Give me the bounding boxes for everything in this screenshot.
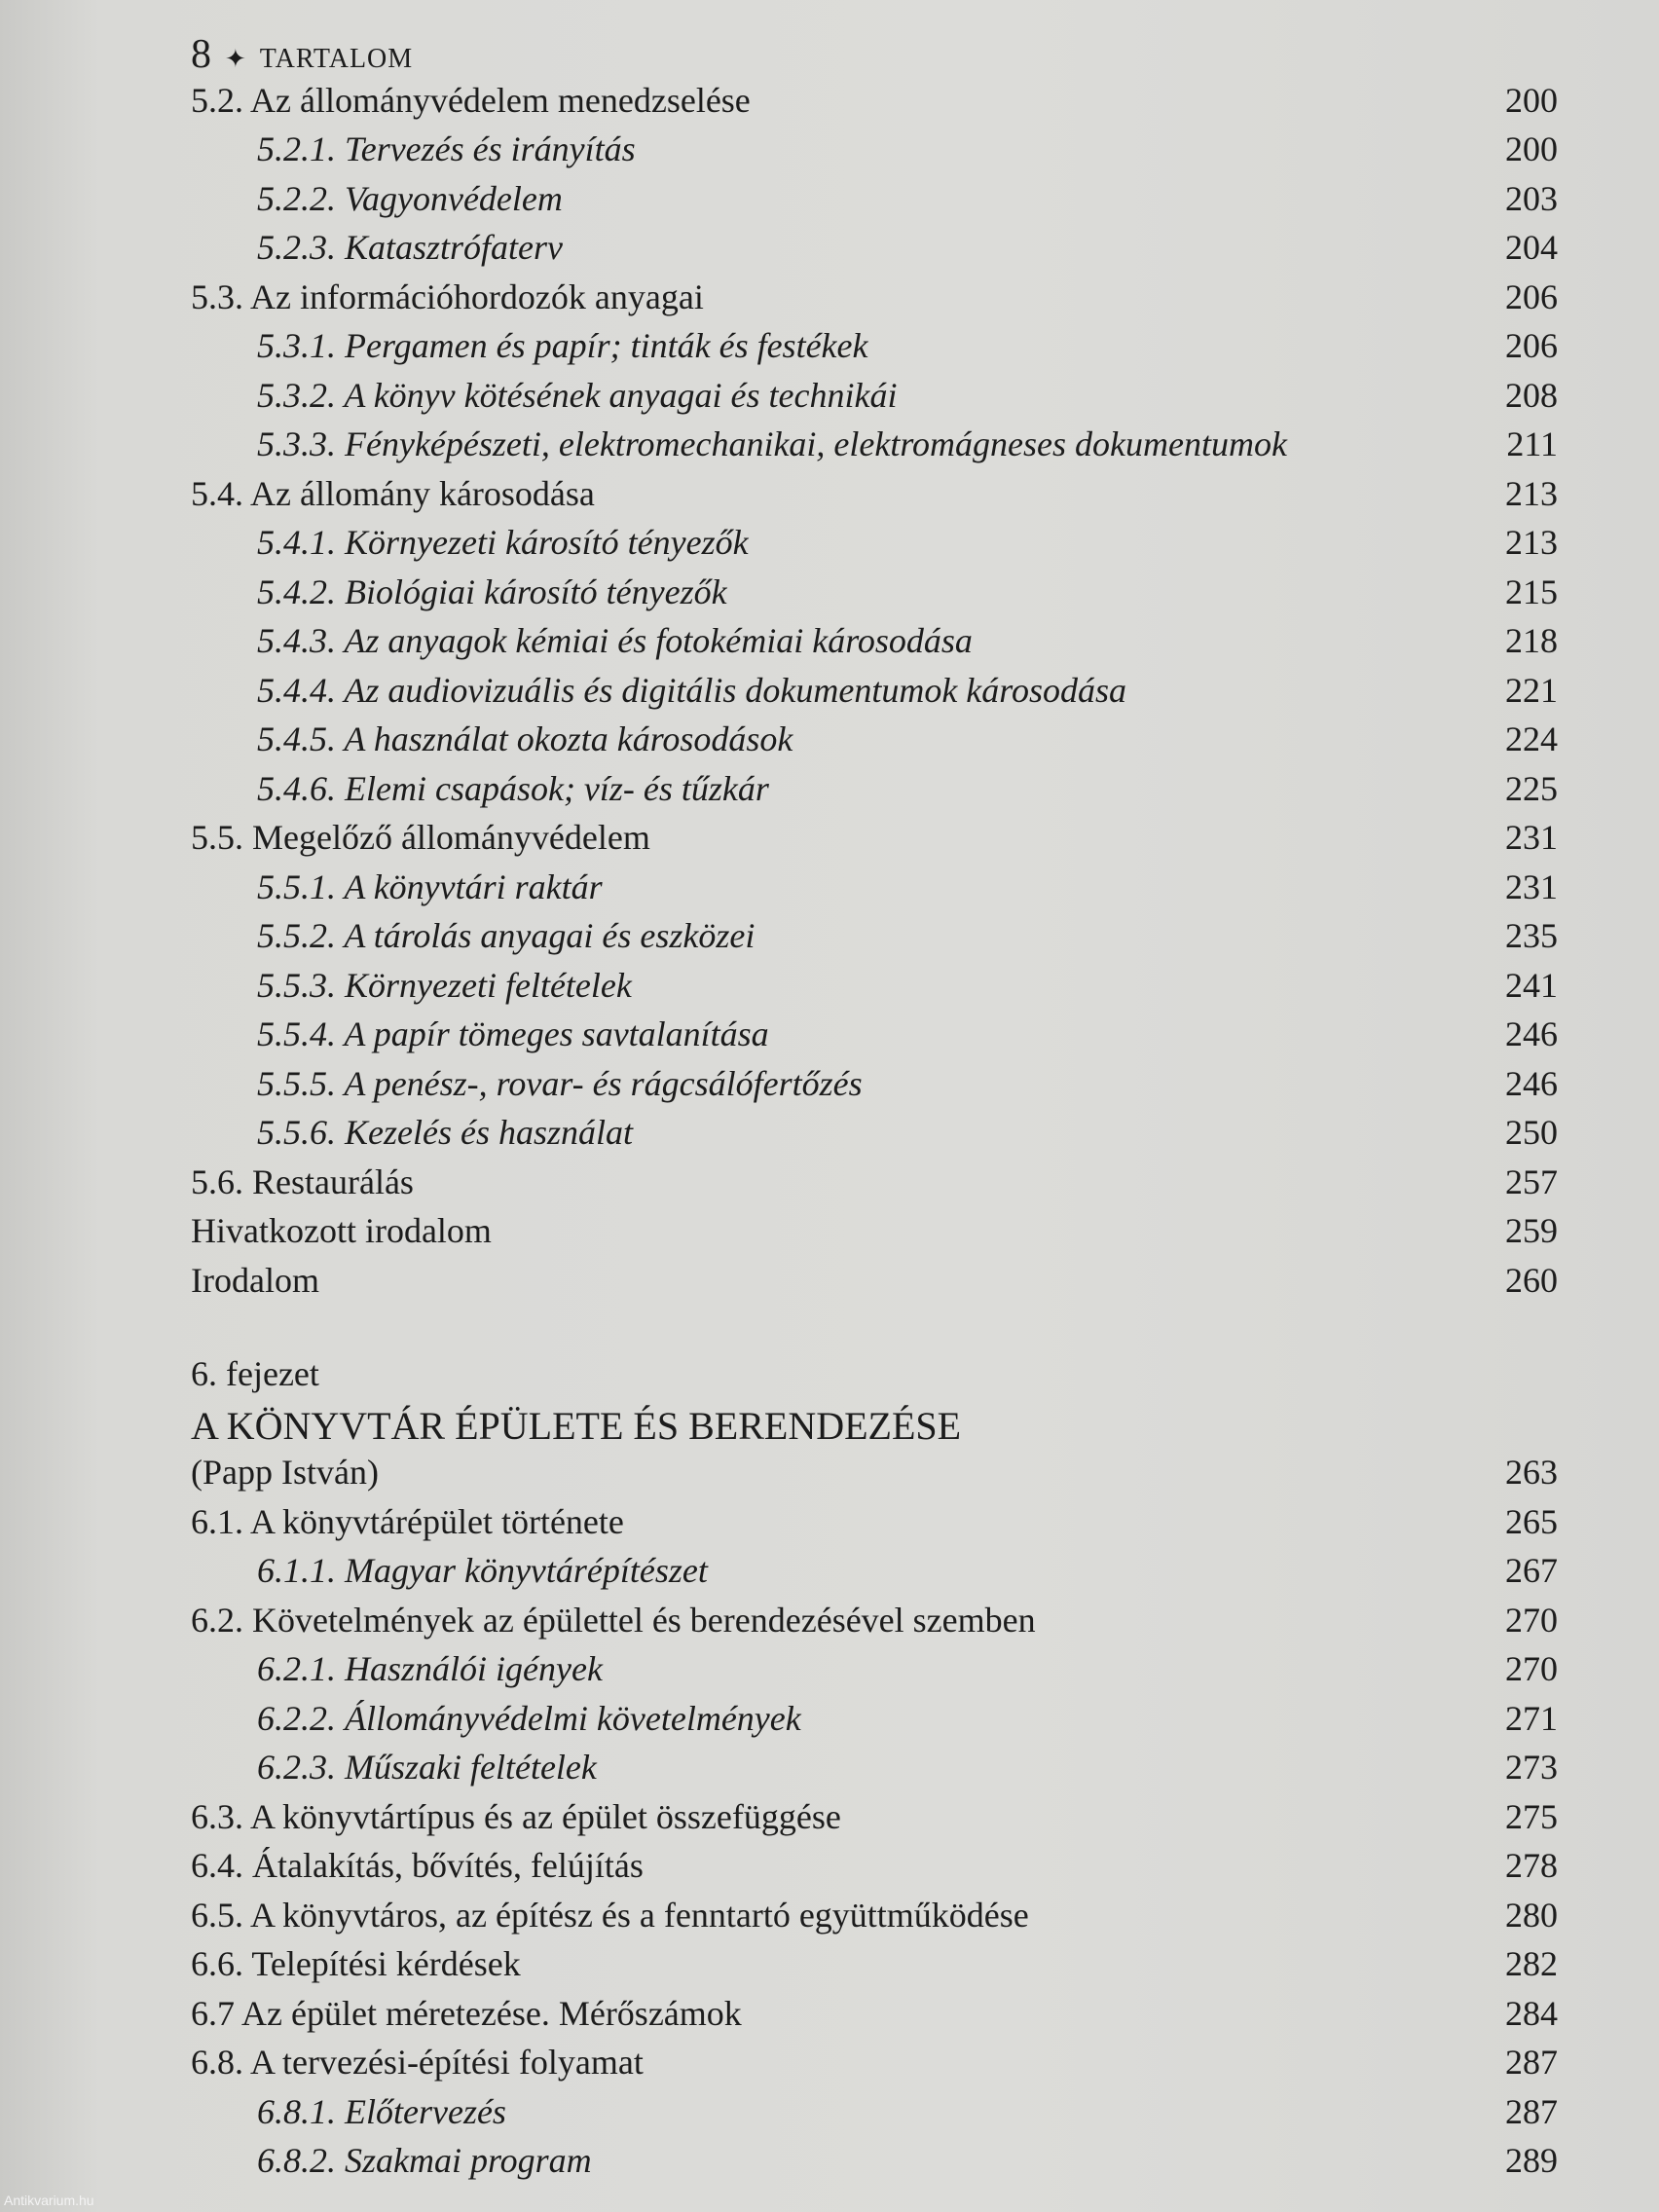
- toc-entry: [0, 965, 1659, 1014]
- toc-entry: [0, 178, 1659, 227]
- toc-entry: [0, 1895, 1659, 1943]
- toc-entry: [0, 424, 1659, 472]
- toc-entry-page: 284: [1505, 1994, 1558, 2033]
- toc-entry: [0, 375, 1659, 424]
- toc-entry-title: 6.7 Az épület méretezése. Mérőszámok: [191, 1994, 742, 2033]
- toc-entry-title: 5.3.1. Pergamen és papír; tinták és festékek: [257, 326, 868, 365]
- toc-entry: [0, 227, 1659, 276]
- toc-entry-page: 275: [1505, 1797, 1558, 1836]
- toc-entry: [0, 1600, 1659, 1648]
- toc-entry: [0, 1993, 1659, 2042]
- toc-entry-title: 6.2. Követelmények az épülettel és berendezésével szemben: [191, 1601, 1036, 1640]
- toc-entry-title: 5.4.5. A használat okozta károsodások: [257, 719, 793, 758]
- toc-entry: [0, 276, 1659, 325]
- toc-entry: [0, 1063, 1659, 1112]
- toc-entry-page: 263: [1505, 1453, 1558, 1492]
- toc-entry-title: 5.5.4. A papír tömeges savtalanítása: [257, 1014, 769, 1053]
- toc-entry-title: 5.4.1. Környezeti károsító tényezők: [257, 523, 749, 562]
- toc-entry: [0, 1747, 1659, 1795]
- toc-entry-page: 260: [1505, 1261, 1558, 1300]
- toc-entry-title: 6.8.2. Szakmai program: [257, 2141, 592, 2180]
- toc-entry: [0, 1698, 1659, 1747]
- toc-entry: [0, 719, 1659, 767]
- toc-entry-page: 270: [1505, 1601, 1558, 1640]
- toc-entry-title: 5.5.3. Környezeti feltételek: [257, 966, 632, 1005]
- toc-entry-page: 282: [1505, 1944, 1558, 1983]
- watermark: Antikvarium.hu: [4, 2193, 94, 2208]
- toc-entry-page: 224: [1505, 719, 1558, 758]
- toc-entry-title: 5.3.3. Fényképészeti, elektromechanikai, elektromágneses dokumentumok: [257, 424, 1287, 463]
- toc-entry: [0, 817, 1659, 866]
- toc-entry-page: 231: [1505, 867, 1558, 906]
- toc-entry-page: 250: [1505, 1113, 1558, 1152]
- toc-entry-title: 6.1.1. Magyar könyvtárépítészet: [257, 1551, 708, 1590]
- toc-entry-title: 6.6. Telepítési kérdések: [191, 1944, 521, 1983]
- toc-entry: [0, 1112, 1659, 1161]
- toc-entry: [0, 1210, 1659, 1259]
- chapter-number: 6. fejezet: [191, 1354, 319, 1393]
- toc-entry-title: 5.6. Restaurálás: [191, 1162, 414, 1201]
- toc-entry-page: 287: [1505, 2043, 1558, 2082]
- toc-entry: [0, 915, 1659, 964]
- toc-entry: [0, 1014, 1659, 1062]
- toc-entry-page: 215: [1505, 572, 1558, 611]
- toc-entry-page: 265: [1505, 1502, 1558, 1541]
- toc-entry-page: 225: [1505, 769, 1558, 808]
- toc-entry-page: 287: [1505, 2092, 1558, 2131]
- toc-entry-page: 200: [1505, 81, 1558, 120]
- toc-entry-title: 6.2.1. Használói igények: [257, 1649, 603, 1688]
- toc-entry-page: 246: [1505, 1064, 1558, 1103]
- toc-entry-page: 218: [1505, 621, 1558, 660]
- toc-entry-page: 206: [1505, 277, 1558, 316]
- toc-entry-title: 5.4.3. Az anyagok kémiai és fotokémiai károsodása: [257, 621, 973, 660]
- toc-entry-title: Irodalom: [191, 1261, 319, 1300]
- toc-entry-page: 200: [1505, 129, 1558, 168]
- toc-entry-title: 5.4.2. Biológiai károsító tényezők: [257, 572, 727, 611]
- toc-entry: [0, 1796, 1659, 1845]
- toc-entry: [0, 1648, 1659, 1697]
- toc-entry-page: 221: [1505, 671, 1558, 710]
- toc-entry: [0, 1550, 1659, 1599]
- toc-entry: [0, 2042, 1659, 2090]
- toc-entry-page: 204: [1505, 228, 1558, 267]
- chapter-author: (Papp István): [191, 1453, 379, 1492]
- toc-entry: [0, 80, 1659, 129]
- toc-entry-page: 289: [1505, 2141, 1558, 2180]
- toc-entry-title: 5.5.2. A tárolás anyagai és eszközei: [257, 916, 756, 955]
- chapter-title: A KÖNYVTÁR ÉPÜLETE ÉS BERENDEZÉSE: [191, 1404, 962, 1448]
- star-separator-icon: ✦: [225, 45, 246, 73]
- toc-entry-page: 211: [1506, 424, 1558, 463]
- toc-entry-title: Hivatkozott irodalom: [191, 1211, 492, 1250]
- toc-entry: [0, 866, 1659, 915]
- toc-entry-title: 5.4.6. Elemi csapások; víz- és tűzkár: [257, 769, 769, 808]
- toc-entry: [0, 1943, 1659, 1992]
- toc-entry-page: 213: [1505, 474, 1558, 513]
- toc-entry-page: 246: [1505, 1014, 1558, 1053]
- toc-entry-title: 5.3. Az információhordozók anyagai: [191, 277, 704, 316]
- toc-entry-title: 5.2. Az állományvédelem menedzselése: [191, 81, 751, 120]
- toc-entry-title: 5.4.4. Az audiovizuális és digitális dokumentumok károsodása: [257, 671, 1126, 710]
- toc-entry-title: 6.4. Átalakítás, bővítés, felújítás: [191, 1846, 644, 1885]
- toc-entry: [0, 1260, 1659, 1309]
- toc-entry-title: 6.2.3. Műszaki feltételek: [257, 1748, 597, 1787]
- toc-entry-title: 6.2.2. Állományvédelmi követelmények: [257, 1699, 801, 1738]
- toc-entry-page: 257: [1505, 1162, 1558, 1201]
- toc-entry-title: 5.5.1. A könyvtári raktár: [257, 867, 603, 906]
- toc-entry-title: 5.5.5. A penész-, rovar- és rágcsálófertőzés: [257, 1064, 863, 1103]
- toc-entry: [0, 1501, 1659, 1550]
- toc-entry: [0, 571, 1659, 620]
- page-number: 8: [191, 32, 211, 77]
- toc-entry: [0, 670, 1659, 719]
- toc-entry-title: 5.5. Megelőző állományvédelem: [191, 818, 650, 857]
- toc-entry-page: 267: [1505, 1551, 1558, 1590]
- toc-entry: [0, 2091, 1659, 2140]
- toc-entry-page: 259: [1505, 1211, 1558, 1250]
- toc-entry: [0, 129, 1659, 177]
- toc-entry-page: 280: [1505, 1896, 1558, 1935]
- toc-entry: [0, 768, 1659, 817]
- toc-entry-title: 5.4. Az állomány károsodása: [191, 474, 595, 513]
- toc-entry-page: 273: [1505, 1748, 1558, 1787]
- toc-entry-title: 5.2.3. Katasztrófaterv: [257, 228, 564, 267]
- toc-entry: [0, 620, 1659, 669]
- toc-entry-page: 278: [1505, 1846, 1558, 1885]
- chapter-heading: [0, 1403, 1659, 1452]
- toc-entry: [0, 2140, 1659, 2189]
- toc-entry: [0, 1161, 1659, 1210]
- toc-entry-page: 206: [1505, 326, 1558, 365]
- chapter-label: [0, 1353, 1659, 1402]
- toc-entry: [0, 1452, 1659, 1500]
- toc-entry-page: 270: [1505, 1649, 1558, 1688]
- toc-entry-title: 5.2.1. Tervezés és irányítás: [257, 129, 636, 168]
- toc-entry-page: 231: [1505, 818, 1558, 857]
- toc-entry-title: 6.8.1. Előtervezés: [257, 2092, 506, 2131]
- toc-entry: [0, 1845, 1659, 1894]
- toc-entry-title: 6.3. A könyvtártípus és az épület összefüggése: [191, 1797, 841, 1836]
- toc-entry: [0, 522, 1659, 571]
- toc-entry-title: 5.3.2. A könyv kötésének anyagai és technikái: [257, 376, 898, 415]
- toc-entry-title: 6.1. A könyvtárépület története: [191, 1502, 624, 1541]
- toc-entry-title: 5.5.6. Kezelés és használat: [257, 1113, 633, 1152]
- toc-entry-title: 5.2.2. Vagyonvédelem: [257, 179, 563, 218]
- toc-entry-page: 271: [1505, 1699, 1558, 1738]
- running-title: TARTALOM: [259, 44, 414, 74]
- toc-entry-page: 241: [1505, 966, 1558, 1005]
- toc-entry: [0, 473, 1659, 522]
- toc-entry-page: 208: [1505, 376, 1558, 415]
- toc-entry-page: 203: [1505, 179, 1558, 218]
- toc-entry-title: 6.8. A tervezési-építési folyamat: [191, 2043, 644, 2082]
- toc-entry-page: 213: [1505, 523, 1558, 562]
- toc-entry: [0, 325, 1659, 374]
- toc-entry-title: 6.5. A könyvtáros, az építész és a fenntartó együttműködése: [191, 1896, 1029, 1935]
- toc-entry-page: 235: [1505, 916, 1558, 955]
